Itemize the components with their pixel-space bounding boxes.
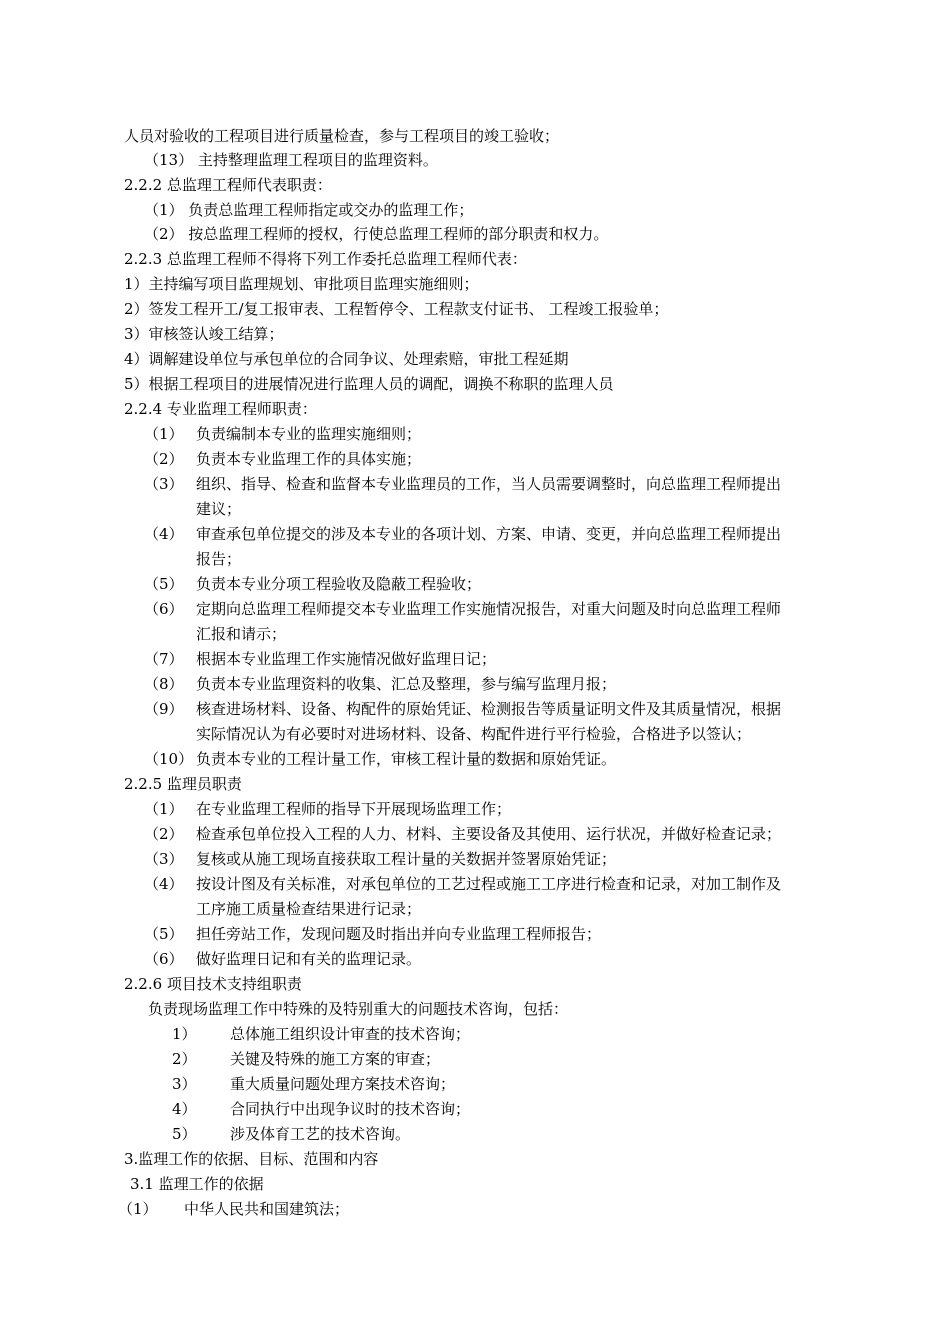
list-item: 担任旁站工作，发现问题及时指出并向专业监理工程师报告；	[196, 925, 602, 943]
list-item: （1） 负责总监理工程师指定或交办的监理工作；	[144, 201, 474, 219]
list-item-continuation: 实际情况认为有必要时对进场材料、设备、构配件进行平行检验，合格进予以签认；	[196, 725, 752, 743]
paragraph-line: （13） 主持整理监理工程项目的监理资料。	[144, 151, 438, 169]
list-item: 4）调解建设单位与承包单位的合同争议、处理索赔，审批工程延期	[124, 350, 569, 368]
list-item: 定期向总监理工程师提交本专业监理工作实施情况报告，对重大问题及时向总监理工程师	[196, 600, 782, 618]
list-item: 做好监理日记和有关的监理记录。	[196, 950, 422, 968]
list-item: 核查进场材料、设备、构配件的原始凭证、检测报告等质量证明文件及其质量情况，根据	[196, 700, 782, 718]
list-number: （1）	[144, 425, 184, 443]
list-number: （8）	[144, 675, 184, 693]
list-number: （7）	[144, 650, 184, 668]
list-number: （3）	[144, 850, 184, 868]
list-item: 涉及体育工艺的技术咨询。	[230, 1125, 411, 1143]
list-item: 中华人民共和国建筑法；	[184, 1200, 350, 1218]
section-heading-2-2-4: 2.2.4 专业监理工程师职责：	[124, 400, 317, 418]
list-number: （2）	[144, 825, 184, 843]
list-item: 合同执行中出现争议时的技术咨询；	[230, 1100, 471, 1118]
list-item: 组织、指导、检查和监督本专业监理员的工作，当人员需要调整时，向总监理工程师提出	[196, 475, 782, 493]
paragraph-line: 人员对验收的工程项目进行质量检查，参与工程项目的竣工验收；	[124, 127, 560, 145]
list-item: 负责本专业的工程计量工作，审核工程计量的数据和原始凭证。	[196, 750, 617, 768]
list-number: 5）	[172, 1125, 197, 1143]
list-item: （2） 按总监理工程师的授权，行使总监理工程师的部分职责和权力。	[144, 225, 609, 243]
list-number: 3）	[172, 1075, 197, 1093]
list-item: 1）主持编写项目监理规划、审批项目监理实施细则；	[124, 275, 479, 293]
list-number: （6）	[144, 950, 184, 968]
list-item: 审查承包单位提交的涉及本专业的各项计划、方案、申请、变更，并向总监理工程师提出	[196, 525, 782, 543]
paragraph-line: 负责现场监理工作中特殊的及特别重大的问题技术咨询，包括：	[148, 1000, 569, 1018]
list-item: 在专业监理工程师的指导下开展现场监理工作；	[196, 800, 512, 818]
list-number: （4）	[144, 525, 184, 543]
list-item: 5）根据工程项目的进展情况进行监理人员的调配，调换不称职的监理人员	[124, 375, 614, 393]
section-heading-2-2-2: 2.2.2 总监理工程师代表职责：	[124, 176, 332, 194]
list-item: 总体施工组织设计审查的技术咨询；	[230, 1025, 471, 1043]
list-item-continuation: 汇报和请示；	[196, 625, 287, 643]
section-heading-2-2-5: 2.2.5 监理员职责	[124, 775, 242, 793]
list-number: （2）	[144, 450, 184, 468]
list-item: 按设计图及有关标准，对承包单位的工艺过程或施工工序进行检查和记录，对加工制作及	[196, 875, 782, 893]
list-number: （6）	[144, 600, 184, 618]
list-item: 负责本专业监理资料的收集、汇总及整理，参与编写监理月报；	[196, 675, 617, 693]
list-number: （4）	[144, 875, 184, 893]
list-item: 负责编制本专业的监理实施细则；	[196, 425, 422, 443]
list-number: （10）	[144, 750, 194, 768]
section-heading-3-1: 3.1 监理工作的依据	[130, 1175, 264, 1193]
list-item: 负责本专业监理工作的具体实施；	[196, 450, 422, 468]
list-number: （5）	[144, 925, 184, 943]
list-item-continuation: 工序施工质量检查结果进行记录；	[196, 900, 422, 918]
list-item: 2）签发工程开工/复工报审表、工程暂停令、工程款支付证书、 工程竣工报验单；	[124, 300, 669, 318]
list-item: 根据本专业监理工作实施情况做好监理日记；	[196, 650, 497, 668]
list-number: （9）	[144, 700, 184, 718]
list-number: 2）	[172, 1050, 197, 1068]
list-number: （1）	[118, 1200, 158, 1218]
list-item-continuation: 报告；	[196, 550, 242, 568]
list-item: 复核或从施工现场直接获取工程计量的关数据并签署原始凭证；	[196, 850, 617, 868]
chapter-heading-3: 3.监理工作的依据、目标、范围和内容	[124, 1150, 379, 1168]
list-number: 4）	[172, 1100, 197, 1118]
section-heading-2-2-6: 2.2.6 项目技术支持组职责	[124, 975, 302, 993]
list-number: （3）	[144, 475, 184, 493]
list-item: 重大质量问题处理方案技术咨询；	[230, 1075, 456, 1093]
list-item: 3）审核签认竣工结算；	[124, 325, 284, 343]
list-item: 负责本专业分项工程验收及隐蔽工程验收；	[196, 575, 482, 593]
list-item: 检查承包单位投入工程的人力、材料、主要设备及其使用、运行状况，并做好检查记录；	[196, 825, 782, 843]
list-number: （1）	[144, 800, 184, 818]
list-number: 1）	[172, 1025, 197, 1043]
list-item: 关键及特殊的施工方案的审查；	[230, 1050, 441, 1068]
list-number: （5）	[144, 575, 184, 593]
list-item-continuation: 建议；	[196, 500, 242, 518]
section-heading-2-2-3: 2.2.3 总监理工程师不得将下列工作委托总监理工程师代表：	[124, 250, 527, 268]
